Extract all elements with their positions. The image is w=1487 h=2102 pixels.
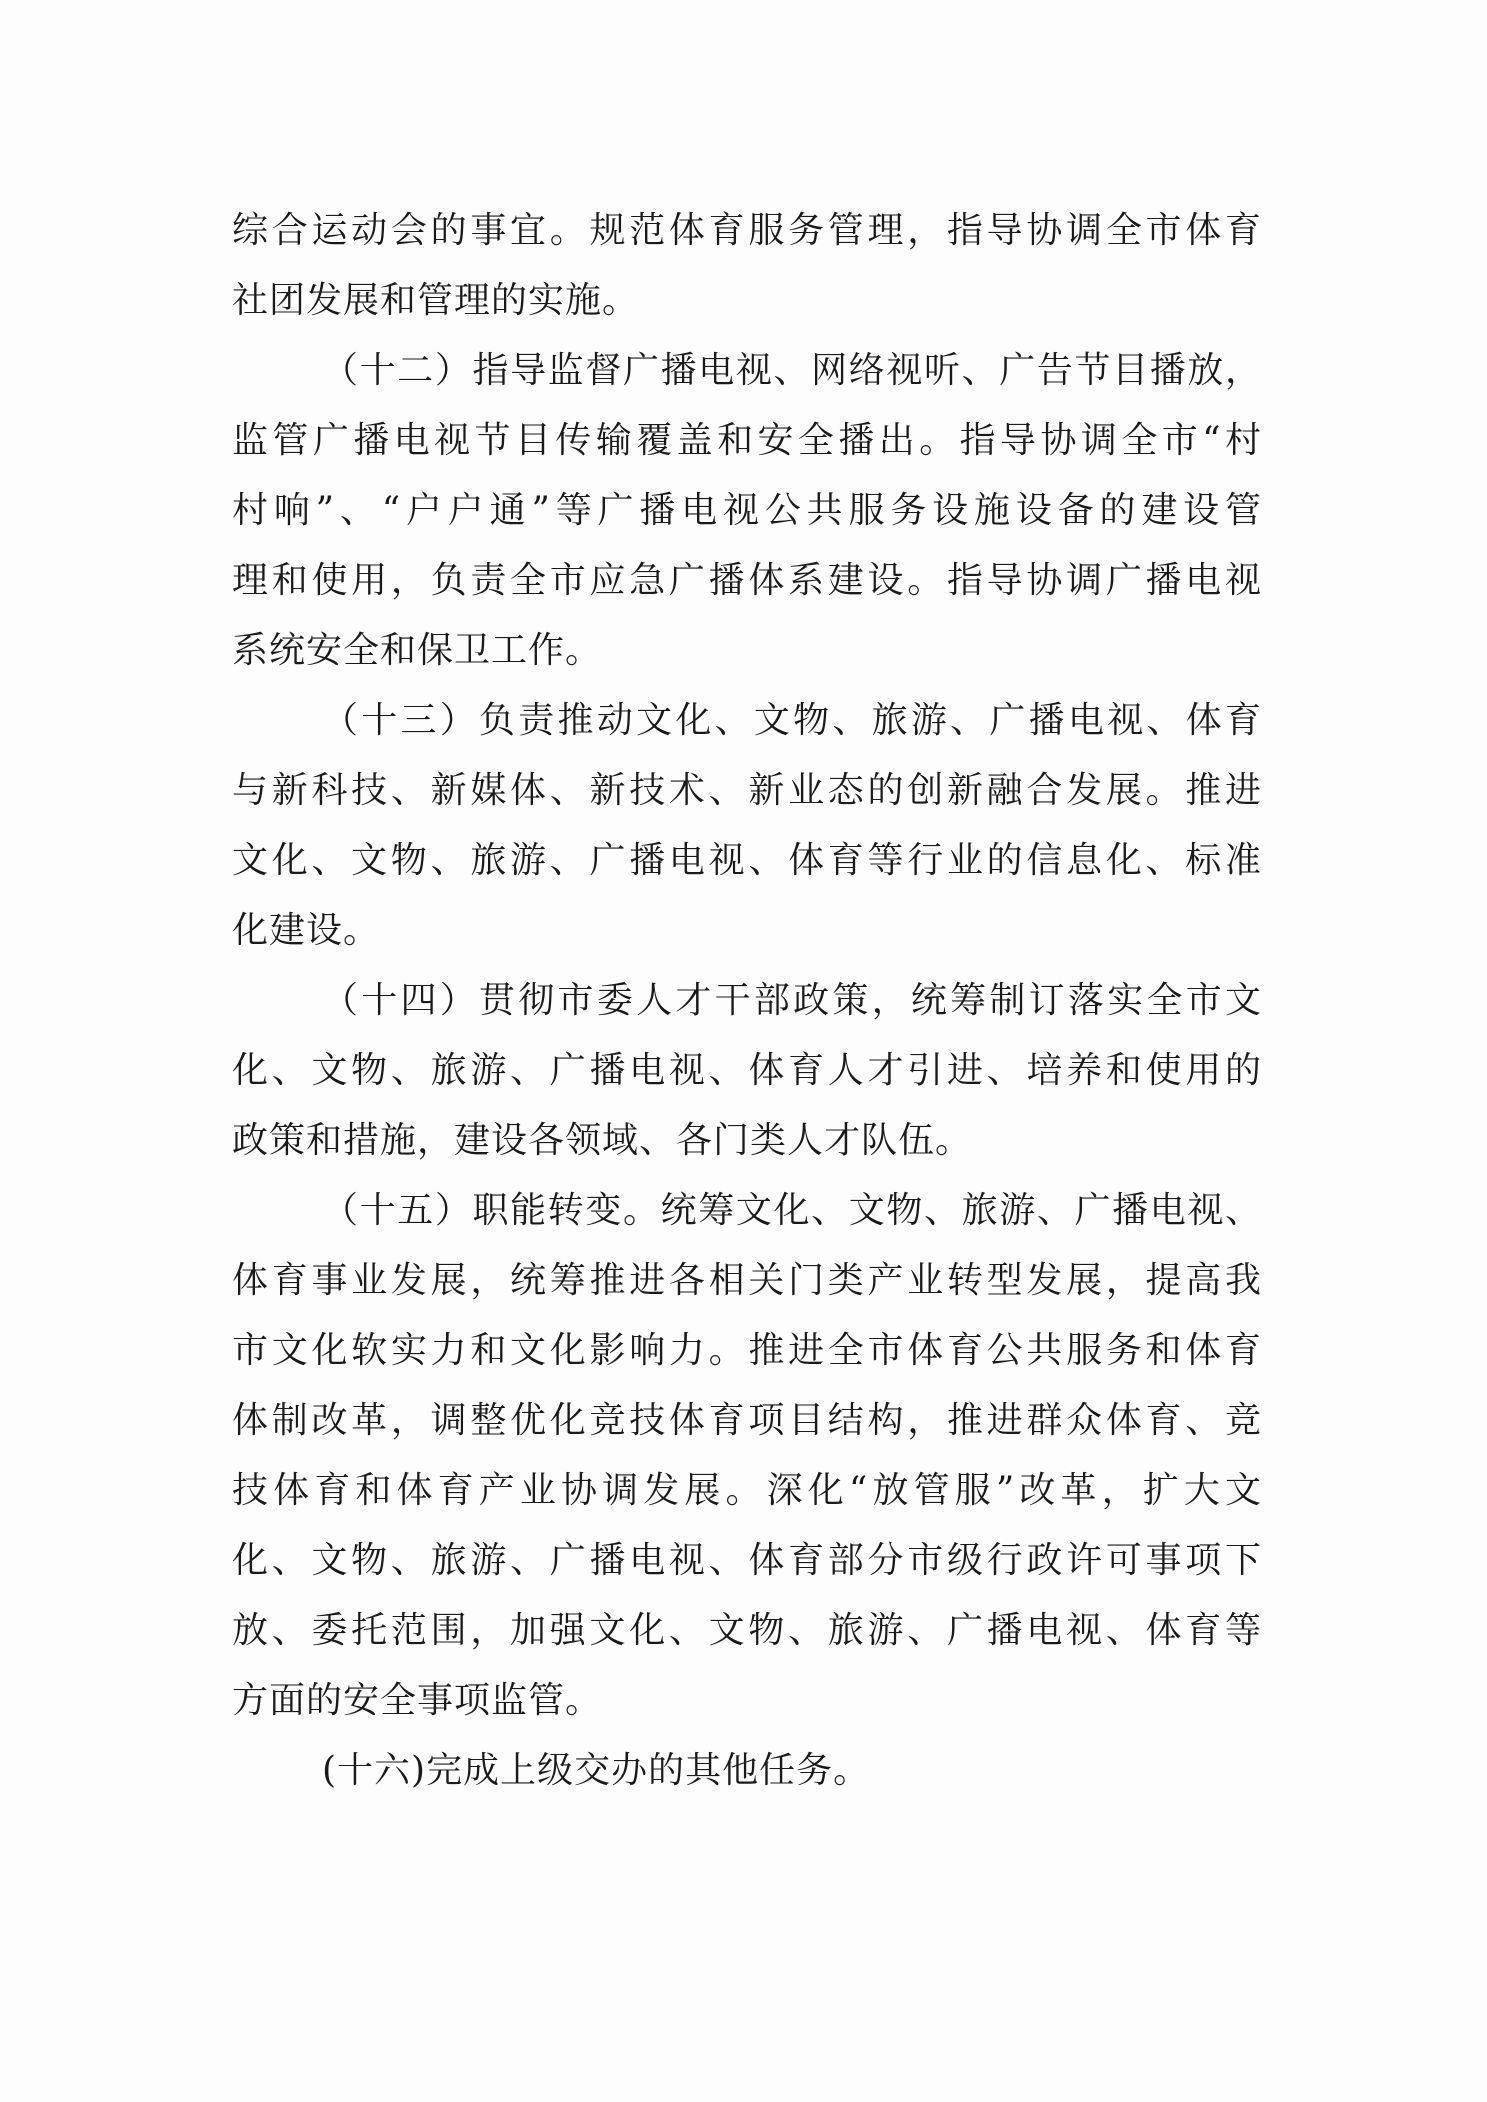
text-line: 体育事业发展，统筹推进各相关门类产业转型发展，提高我 bbox=[232, 1260, 1262, 1301]
text-line: （十二）指导监督广播电视、网络视听、广告节目播放， bbox=[322, 350, 1262, 391]
text-line: 方面的安全事项监管。 bbox=[232, 1680, 603, 1721]
text-line: 化、文物、旅游、广播电视、体育人才引进、培养和使用的 bbox=[232, 1050, 1262, 1091]
text-line: 系统安全和保卫工作。 bbox=[232, 630, 603, 671]
paragraph bbox=[232, 1736, 1262, 1806]
text-line: 综合运动会的事宜。规范体育服务管理，指导协调全市体育 bbox=[232, 210, 1262, 251]
text-line: 文化、文物、旅游、广播电视、体育等行业的信息化、标准 bbox=[232, 840, 1262, 881]
paragraph bbox=[232, 966, 1262, 1176]
text-line: 理和使用，负责全市应急广播体系建设。指导协调广播电视 bbox=[232, 560, 1262, 601]
paragraph bbox=[232, 1176, 1262, 1736]
text-line: （十五）职能转变。统筹文化、文物、旅游、广播电视、 bbox=[322, 1190, 1262, 1231]
text-line: 市文化软实力和文化影响力。推进全市体育公共服务和体育 bbox=[232, 1330, 1262, 1371]
text-line: （十三）负责推动文化、文物、旅游、广播电视、体育 bbox=[322, 700, 1262, 741]
paragraph bbox=[232, 336, 1262, 686]
text-line: 监管广播电视节目传输覆盖和安全播出。指导协调全市“村 bbox=[232, 420, 1262, 461]
paragraph bbox=[232, 196, 1262, 336]
text-line: 化建设。 bbox=[232, 910, 381, 951]
text-line: （十四）贯彻市委人才干部政策，统筹制订落实全市文 bbox=[322, 980, 1262, 1021]
paragraph bbox=[232, 686, 1262, 966]
text-line: 技体育和体育产业协调发展。深化“放管服”改革，扩大文 bbox=[232, 1470, 1262, 1511]
text-line: 体制改革，调整优化竞技体育项目结构，推进群众体育、竞 bbox=[232, 1400, 1262, 1441]
text-line: 化、文物、旅游、广播电视、体育部分市级行政许可事项下 bbox=[232, 1540, 1262, 1581]
text-line: 村响”、“户户通”等广播电视公共服务设施设备的建设管 bbox=[232, 490, 1262, 531]
text-line: (十六)完成上级交办的其他任务。 bbox=[322, 1750, 871, 1791]
text-line: 与新科技、新媒体、新技术、新业态的创新融合发展。推进 bbox=[232, 770, 1262, 811]
document-body bbox=[232, 196, 1262, 1806]
text-line: 放、委托范围，加强文化、文物、旅游、广播电视、体育等 bbox=[232, 1610, 1262, 1651]
text-line: 社团发展和管理的实施。 bbox=[232, 280, 640, 321]
text-line: 政策和措施，建设各领域、各门类人才队伍。 bbox=[232, 1120, 973, 1161]
